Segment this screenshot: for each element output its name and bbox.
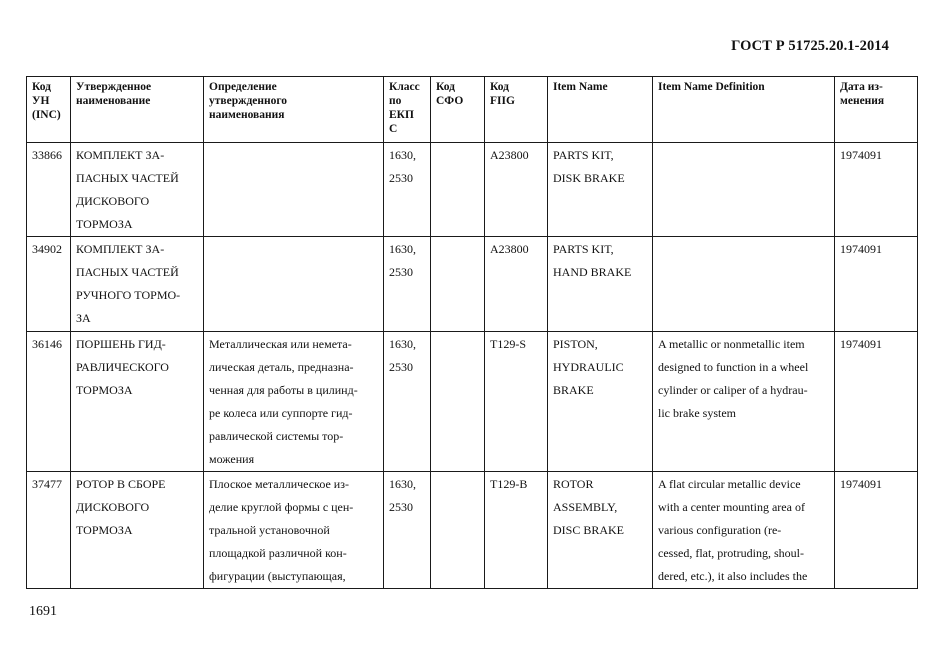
page-number: 1691	[29, 604, 57, 619]
cell-inc-code: 33866	[27, 143, 71, 237]
column-header-item-name-definition: Item Name Definition	[653, 77, 835, 143]
cell-fiig-code: T129-S	[485, 332, 548, 472]
cell-ekps-class: 1630, 2530	[384, 472, 431, 589]
nomenclature-table	[26, 76, 918, 589]
column-header-ekps-class: Класс по ЕКП С	[384, 77, 431, 143]
table-row	[27, 472, 918, 589]
cell-approved-name: КОМПЛЕКТ ЗА- ПАСНЫХ ЧАСТЕЙ ДИСКОВОГО ТОРМОЗА	[71, 143, 204, 237]
cell-name-definition: Плоское металлическое из- делие круглой формы с цен- тральной установочной площадкой различной кон- фигурации (выступающая,	[204, 472, 384, 589]
column-header-approved-name: Утвержденное наименование	[71, 77, 204, 143]
table-row	[27, 237, 918, 332]
cell-change-date: 1974091	[835, 143, 918, 237]
cell-fiig-code: T129-B	[485, 472, 548, 589]
cell-ekps-class: 1630, 2530	[384, 237, 431, 332]
cell-name-definition	[204, 143, 384, 237]
cell-item-name-definition	[653, 143, 835, 237]
table-header-row	[27, 77, 918, 143]
cell-inc-code: 34902	[27, 237, 71, 332]
document-standard-number: ГОСТ Р 51725.20.1-2014	[731, 38, 889, 54]
cell-fiig-code: A23800	[485, 143, 548, 237]
cell-sfo-code	[431, 237, 485, 332]
cell-item-name: PARTS KIT, HAND BRAKE	[548, 237, 653, 332]
column-header-sfo-code: Код СФО	[431, 77, 485, 143]
cell-change-date: 1974091	[835, 237, 918, 332]
cell-inc-code: 36146	[27, 332, 71, 472]
column-header-inc-code: Код УН (INC)	[27, 77, 71, 143]
cell-change-date: 1974091	[835, 472, 918, 589]
cell-sfo-code	[431, 472, 485, 589]
column-header-name-definition: Определение утвержденного наименования	[204, 77, 384, 143]
cell-approved-name: ПОРШЕНЬ ГИД- РАВЛИЧЕСКОГО ТОРМОЗА	[71, 332, 204, 472]
cell-ekps-class: 1630, 2530	[384, 332, 431, 472]
cell-item-name-definition: A flat circular metallic device with a center mounting area of various configuration (re- cessed, flat, protruding, shoul- dered, etc.), it also includes the	[653, 472, 835, 589]
column-header-fiig-code: Код FIIG	[485, 77, 548, 143]
column-header-change-date: Дата из- менения	[835, 77, 918, 143]
cell-item-name-definition	[653, 237, 835, 332]
cell-name-definition: Металлическая или немета- лическая деталь, предназна- ченная для работы в цилинд- ре колеса или суппорте гид- равлической системы тор- можения	[204, 332, 384, 472]
cell-name-definition	[204, 237, 384, 332]
cell-item-name-definition: A metallic or nonmetallic item designed to function in a wheel cylinder or caliper of a hydrau- lic brake system	[653, 332, 835, 472]
cell-approved-name: КОМПЛЕКТ ЗА- ПАСНЫХ ЧАСТЕЙ РУЧНОГО ТОРМО- ЗА	[71, 237, 204, 332]
cell-sfo-code	[431, 143, 485, 237]
column-header-item-name: Item Name	[548, 77, 653, 143]
cell-item-name: PARTS KIT, DISK BRAKE	[548, 143, 653, 237]
table-row	[27, 332, 918, 472]
cell-item-name: ROTOR ASSEMBLY, DISC BRAKE	[548, 472, 653, 589]
cell-inc-code: 37477	[27, 472, 71, 589]
cell-change-date: 1974091	[835, 332, 918, 472]
cell-ekps-class: 1630, 2530	[384, 143, 431, 237]
cell-fiig-code: A23800	[485, 237, 548, 332]
cell-item-name: PISTON, HYDRAULIC BRAKE	[548, 332, 653, 472]
cell-sfo-code	[431, 332, 485, 472]
table-row	[27, 143, 918, 237]
cell-approved-name: РОТОР В СБОРЕ ДИСКОВОГО ТОРМОЗА	[71, 472, 204, 589]
